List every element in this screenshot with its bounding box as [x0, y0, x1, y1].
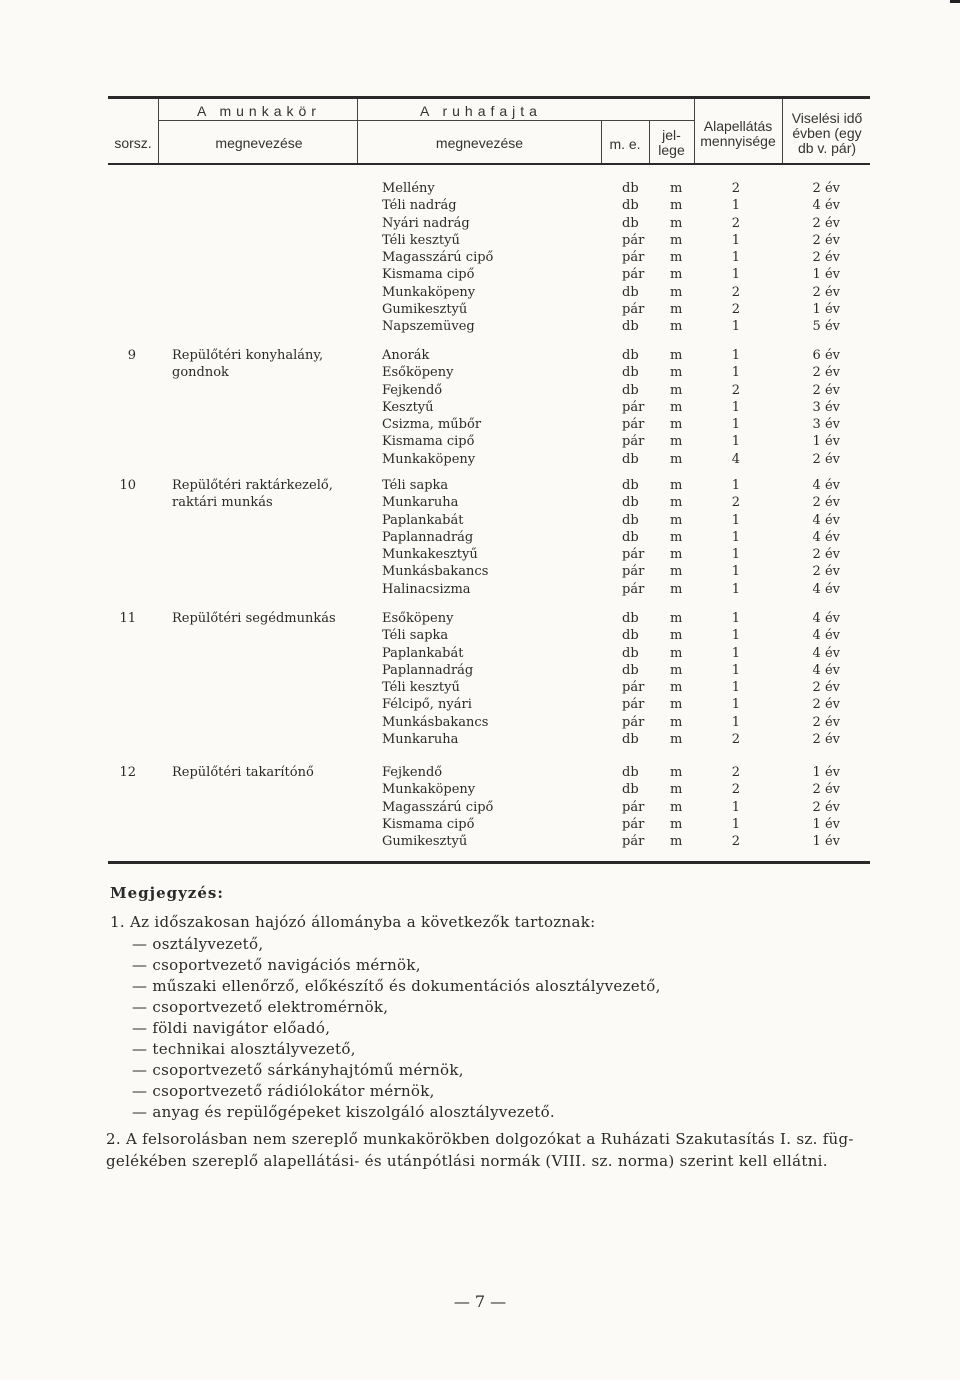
table-row	[0, 581, 960, 598]
item-name: Gumikesztyű	[382, 834, 468, 849]
item-name: Kesztyű	[382, 399, 434, 415]
item-name: Esőköpeny	[382, 611, 454, 626]
wear-period: 2 év	[812, 680, 840, 695]
table-row	[0, 215, 960, 232]
table-row	[0, 318, 960, 335]
table-row	[0, 714, 960, 731]
type: m	[670, 267, 683, 283]
wear-period: 1 év	[812, 765, 840, 780]
header-qty-line1: Alapellátás	[703, 118, 773, 134]
item-name: Kismama cipő	[382, 816, 475, 832]
table-row	[0, 399, 960, 416]
unit: pár	[622, 232, 645, 248]
quantity: 1	[731, 816, 740, 832]
type: m	[670, 399, 683, 415]
unit: db	[622, 365, 639, 381]
type: m	[670, 834, 683, 849]
item-group-rule	[422, 120, 694, 121]
item-name: Napszemüveg	[382, 319, 475, 334]
type: m	[670, 451, 683, 467]
wear-period: 2 év	[812, 782, 840, 798]
type: m	[670, 564, 683, 580]
item-name: Munkaköpeny	[382, 782, 476, 798]
type: m	[670, 478, 683, 493]
quantity: 2	[731, 215, 740, 231]
quantity: 1	[731, 365, 740, 381]
header-no: sorsz.	[114, 135, 152, 151]
table-row	[0, 696, 960, 713]
wear-period: 2 év	[812, 799, 840, 815]
unit: db	[622, 319, 639, 334]
quantity: 2	[731, 495, 740, 511]
wear-period: 4 év	[812, 628, 840, 644]
quantity: 1	[731, 628, 740, 644]
wear-period: 1 év	[812, 816, 840, 832]
table-row	[0, 610, 960, 627]
quantity: 1	[731, 564, 740, 580]
header-bottom-rule	[108, 163, 870, 165]
unit: pár	[622, 399, 645, 415]
table-row	[0, 266, 960, 283]
unit: pár	[622, 434, 645, 450]
quantity: 1	[731, 611, 740, 626]
unit: db	[622, 645, 639, 661]
header-top-rule	[108, 96, 870, 99]
item-name: Munkaruha	[382, 495, 459, 511]
quantity: 2	[731, 284, 740, 300]
unit: db	[622, 284, 639, 300]
wear-period: 1 év	[812, 834, 840, 849]
unit: pár	[622, 564, 645, 580]
table-row	[0, 529, 960, 546]
table-row	[0, 477, 960, 494]
header-item-name: megnevezése	[435, 135, 524, 151]
item-name: Halinacsizma	[382, 581, 471, 597]
wear-period: 2 év	[812, 284, 840, 300]
note-1-item: — földi navigátor előadó,	[132, 1019, 331, 1037]
note-1-item: — csoportvezető elektromérnök,	[132, 998, 389, 1016]
type: m	[670, 645, 683, 661]
table-row	[0, 494, 960, 511]
table-row	[0, 249, 960, 266]
corner-mark	[950, 0, 960, 3]
type: m	[670, 731, 683, 747]
type: m	[670, 799, 683, 815]
unit: db	[622, 512, 639, 528]
wear-period: 2 év	[812, 181, 840, 196]
table-row	[0, 364, 960, 381]
unit: pár	[622, 714, 645, 730]
type: m	[670, 611, 683, 626]
unit: pár	[622, 816, 645, 832]
unit: db	[622, 782, 639, 798]
item-name: Fejkendő	[382, 382, 443, 398]
quantity: 1	[731, 512, 740, 528]
unit: db	[622, 198, 639, 214]
note-1-item: — anyag és repülőgépeket kiszolgáló alosztályvezető.	[132, 1103, 555, 1121]
type: m	[670, 714, 683, 730]
header-life-line1: Viselési idő	[791, 110, 863, 126]
item-name: Gumikesztyű	[382, 301, 468, 317]
type: m	[670, 365, 683, 381]
table-row	[0, 627, 960, 644]
quantity: 2	[731, 765, 740, 780]
wear-period: 6 év	[812, 348, 840, 363]
type: m	[670, 529, 683, 545]
quantity: 1	[731, 198, 740, 214]
quantity: 1	[731, 714, 740, 730]
quantity: 1	[731, 399, 740, 415]
quantity: 1	[731, 529, 740, 545]
wear-period: 2 év	[812, 547, 840, 562]
col-divider	[158, 99, 159, 163]
type: m	[670, 581, 683, 597]
table-row	[0, 563, 960, 580]
quantity: 4	[731, 451, 740, 467]
wear-period: 1 év	[812, 434, 840, 450]
wear-period: 4 év	[812, 512, 840, 528]
type: m	[670, 215, 683, 231]
quantity: 2	[731, 834, 740, 849]
table-row	[0, 816, 960, 833]
unit: db	[622, 382, 639, 398]
quantity: 1	[731, 581, 740, 597]
unit: pár	[622, 680, 645, 695]
item-name: Munkaruha	[382, 731, 459, 747]
unit: pár	[622, 417, 645, 432]
unit: db	[622, 451, 639, 467]
table-row	[0, 232, 960, 249]
unit: pár	[622, 301, 645, 317]
quantity: 1	[731, 267, 740, 283]
item-name: Nyári nadrág	[382, 215, 470, 231]
item-name: Magasszárú cipő	[382, 799, 494, 815]
header-type-line1: jel-	[662, 127, 681, 143]
wear-period: 4 év	[812, 611, 840, 626]
note-1: 1. Az időszakosan hajózó állományba a következők tartoznak:	[110, 913, 596, 931]
type: m	[670, 765, 683, 780]
table-row	[0, 416, 960, 433]
wear-period: 2 év	[812, 451, 840, 467]
item-name: Téli sapka	[382, 628, 449, 644]
quantity: 1	[731, 232, 740, 248]
table-row	[0, 731, 960, 748]
type: m	[670, 301, 683, 317]
row-number: 9	[127, 348, 136, 363]
item-name: Munkaköpeny	[382, 284, 476, 300]
wear-period: 4 év	[812, 529, 840, 545]
wear-period: 2 év	[812, 215, 840, 231]
table-row	[0, 451, 960, 468]
note-1-item: — csoportvezető sárkányhajtómű mérnök,	[132, 1061, 464, 1079]
unit: db	[622, 215, 639, 231]
wear-period: 5 év	[812, 319, 840, 334]
table-row	[0, 781, 960, 798]
unit: pár	[622, 267, 645, 283]
wear-period: 1 év	[812, 267, 840, 283]
item-name: Paplannadrág	[382, 662, 474, 678]
unit: db	[622, 478, 639, 493]
job-name: raktári munkás	[172, 495, 273, 511]
type: m	[670, 434, 683, 450]
type: m	[670, 232, 683, 248]
item-name: Fejkendő	[382, 765, 443, 780]
note-1-item: — csoportvezető navigációs mérnök,	[132, 956, 421, 974]
unit: db	[622, 628, 639, 644]
type: m	[670, 319, 683, 334]
wear-period: 2 év	[812, 250, 840, 265]
note-2-line2: gelékében szereplő alapellátási- és utánpótlási normák (VIII. sz. norma) szerint kell ellátni.	[106, 1152, 828, 1170]
header-job-group: A munkakör	[197, 103, 321, 119]
quantity: 1	[731, 250, 740, 265]
note-1-item: — csoportvezető rádiólokátor mérnök,	[132, 1082, 435, 1100]
wear-period: 4 év	[812, 198, 840, 214]
item-name: Kismama cipő	[382, 434, 475, 450]
type: m	[670, 495, 683, 511]
table-row	[0, 764, 960, 781]
item-name: Paplannadrág	[382, 529, 474, 545]
item-name: Mellény	[382, 181, 435, 196]
job-group-rule	[158, 120, 422, 121]
unit: pár	[622, 799, 645, 815]
quantity: 1	[731, 645, 740, 661]
note-1-item: — osztályvezető,	[132, 935, 264, 953]
page-number: — 7 —	[453, 1292, 507, 1311]
quantity: 2	[731, 181, 740, 196]
unit: db	[622, 611, 639, 626]
unit: db	[622, 348, 639, 363]
table-row	[0, 284, 960, 301]
row-number: 12	[119, 765, 136, 780]
type: m	[670, 782, 683, 798]
quantity: 2	[731, 301, 740, 317]
wear-period: 2 év	[812, 232, 840, 248]
wear-period: 4 év	[812, 478, 840, 493]
quantity: 1	[731, 319, 740, 334]
item-name: Paplankabát	[382, 512, 464, 528]
item-name: Téli sapka	[382, 478, 449, 493]
type: m	[670, 198, 683, 214]
header-item-group: A ruhafajta	[420, 103, 542, 119]
wear-period: 4 év	[812, 645, 840, 661]
unit: db	[622, 181, 639, 196]
wear-period: 2 év	[812, 697, 840, 713]
wear-period: 4 év	[812, 581, 840, 597]
type: m	[670, 512, 683, 528]
item-name: Téli kesztyű	[382, 232, 460, 248]
type: m	[670, 697, 683, 713]
unit: db	[622, 662, 639, 678]
wear-period: 1 év	[812, 301, 840, 317]
job-name: gondnok	[172, 365, 229, 381]
unit: pár	[622, 547, 645, 562]
wear-period: 4 év	[812, 662, 840, 678]
table-row	[0, 679, 960, 696]
wear-period: 2 év	[812, 731, 840, 747]
table-row	[0, 382, 960, 399]
table-row	[0, 833, 960, 850]
unit: db	[622, 529, 639, 545]
quantity: 1	[731, 697, 740, 713]
wear-period: 2 év	[812, 382, 840, 398]
header-type-line2: lege	[658, 142, 685, 158]
item-name: Téli nadrág	[382, 198, 457, 214]
header-unit: m. e.	[609, 136, 641, 152]
quantity: 1	[731, 434, 740, 450]
note-1-item: — technikai alosztályvezető,	[132, 1040, 356, 1058]
row-number: 11	[119, 611, 136, 626]
item-name: Kismama cipő	[382, 267, 475, 283]
quantity: 2	[731, 782, 740, 798]
item-name: Munkásbakancs	[382, 714, 489, 730]
unit: pár	[622, 834, 645, 849]
type: m	[670, 662, 683, 678]
type: m	[670, 680, 683, 695]
type: m	[670, 181, 683, 196]
job-name: Repülőtéri takarítónő	[172, 765, 314, 780]
wear-period: 3 év	[812, 417, 840, 432]
quantity: 1	[731, 417, 740, 432]
type: m	[670, 417, 683, 432]
quantity: 2	[731, 731, 740, 747]
table-row	[0, 512, 960, 529]
table-row	[0, 662, 960, 679]
wear-period: 2 év	[812, 365, 840, 381]
header-life-line2: évben (egy	[792, 125, 862, 141]
table-end-rule	[108, 861, 870, 864]
job-name: Repülőtéri konyhalány,	[172, 348, 324, 363]
table-row	[0, 799, 960, 816]
unit: pár	[622, 697, 645, 713]
wear-period: 3 év	[812, 399, 840, 415]
header-qty-line2: mennyisége	[700, 133, 776, 149]
quantity: 2	[731, 382, 740, 398]
item-name: Téli kesztyű	[382, 680, 460, 695]
unit: pár	[622, 250, 645, 265]
wear-period: 2 év	[812, 714, 840, 730]
table-row	[0, 433, 960, 450]
table-row	[0, 197, 960, 214]
row-number: 10	[119, 478, 136, 493]
item-name: Félcipő, nyári	[382, 697, 472, 713]
item-name: Munkakesztyű	[382, 547, 478, 562]
quantity: 1	[731, 348, 740, 363]
note-2-line1: 2. A felsorolásban nem szereplő munkakörökben dolgozókat a Ruházati Szakutasítás I. sz. füg-	[106, 1130, 854, 1148]
table-row	[0, 301, 960, 318]
quantity: 1	[731, 799, 740, 815]
item-name: Munkásbakancs	[382, 564, 489, 580]
item-name: Paplankabát	[382, 645, 464, 661]
notes-title: Megjegyzés:	[110, 884, 224, 902]
type: m	[670, 816, 683, 832]
item-name: Csizma, műbőr	[382, 417, 482, 432]
table-row	[0, 347, 960, 364]
unit: pár	[622, 581, 645, 597]
unit: db	[622, 495, 639, 511]
item-name: Esőköpeny	[382, 365, 454, 381]
job-name: Repülőtéri segédmunkás	[172, 611, 336, 626]
quantity: 1	[731, 662, 740, 678]
type: m	[670, 284, 683, 300]
header-job-name: megnevezése	[215, 135, 303, 151]
note-1-item: — műszaki ellenőrző, előkészítő és dokumentációs alosztályvezető,	[132, 977, 661, 995]
job-name: Repülőtéri raktárkezelő,	[172, 478, 333, 493]
wear-period: 2 év	[812, 495, 840, 511]
header-life-line3: db v. pár)	[797, 140, 857, 156]
type: m	[670, 348, 683, 363]
type: m	[670, 250, 683, 265]
item-name: Munkaköpeny	[382, 451, 476, 467]
table-row	[0, 546, 960, 563]
table-row	[0, 180, 960, 197]
quantity: 1	[731, 680, 740, 695]
unit: db	[622, 731, 639, 747]
type: m	[670, 382, 683, 398]
quantity: 1	[731, 478, 740, 493]
table-row	[0, 645, 960, 662]
wear-period: 2 év	[812, 564, 840, 580]
item-name: Anorák	[382, 348, 430, 363]
unit: db	[622, 765, 639, 780]
type: m	[670, 628, 683, 644]
item-name: Magasszárú cipő	[382, 250, 494, 265]
type: m	[670, 547, 683, 562]
quantity: 1	[731, 547, 740, 562]
